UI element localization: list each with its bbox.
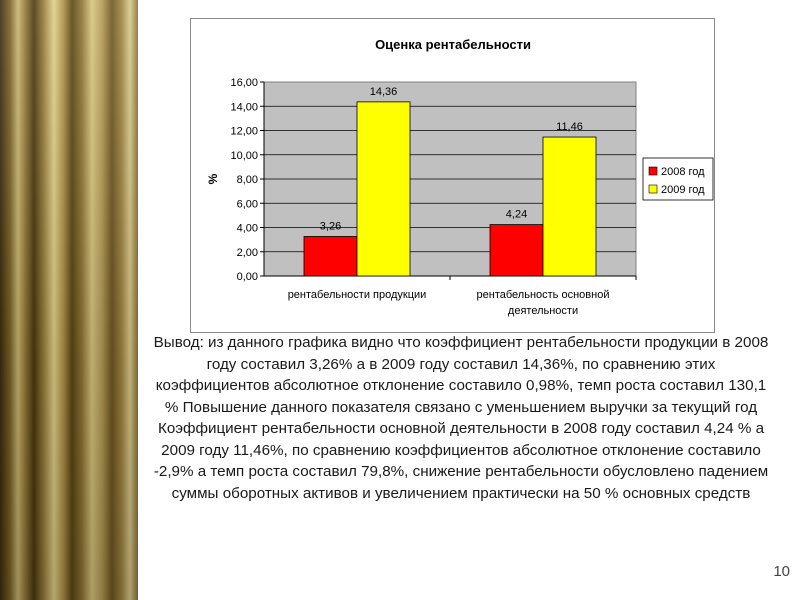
legend-label: 2009 год [661,184,705,196]
y-tick-label: 4,00 [236,222,258,235]
y-tick-label: 0,00 [236,271,258,283]
y-axis-label: % [206,173,220,185]
decorative-drapery [0,0,138,600]
y-tick-label: 2,00 [236,246,258,259]
y-tick-label: 12,00 [230,125,258,138]
data-label: 4,24 [505,208,528,221]
y-tick-label: 8,00 [236,174,258,186]
conclusion-text: Вывод: из данного графика видно что коэффициент рентабельности продукции в 2008 году составил 3,26% а в 2009 году составил 14,36%, по сравнению этих коэффициентов абсолютное отклонение составило 0,98%, темп роста составил 130,1 % Повышение данного показателя связано с уменьшением выручки за текущий год Коэффициент рентабельности основной деятельности в 2008 году составил 4,24 % а 2009 году 11,46%, по сравнению коэффициентов абсолютное отклонение составило -2,9% а темп роста составил 79,8%, снижение рентабельности обусловлено падением суммы оборотных активов и увеличением практически на 50 % основных средств [153,334,769,502]
bar [304,236,357,276]
legend-label: 2008 год [661,166,705,178]
x-tick-label: рентабельность основной деятельности [476,289,610,317]
chart [191,19,716,334]
y-tick-label: 16,00 [230,77,258,89]
y-tick-label: 6,00 [236,198,258,211]
x-tick-label: рентабельности продукции [287,289,427,301]
bar [357,102,410,276]
y-tick-label: 10,00 [230,149,258,162]
y-tick-label: 14,00 [230,101,258,114]
data-label: 11,46 [556,121,583,134]
chart-title: Оценка рентабельности [375,37,531,52]
bar [490,225,543,276]
bar [543,137,596,276]
data-label: 3,26 [319,220,342,233]
legend-swatch [649,185,657,193]
chart-area [190,18,715,333]
data-label: 14,36 [369,85,398,98]
page-number: 10 [773,563,790,580]
legend-swatch [649,167,657,175]
